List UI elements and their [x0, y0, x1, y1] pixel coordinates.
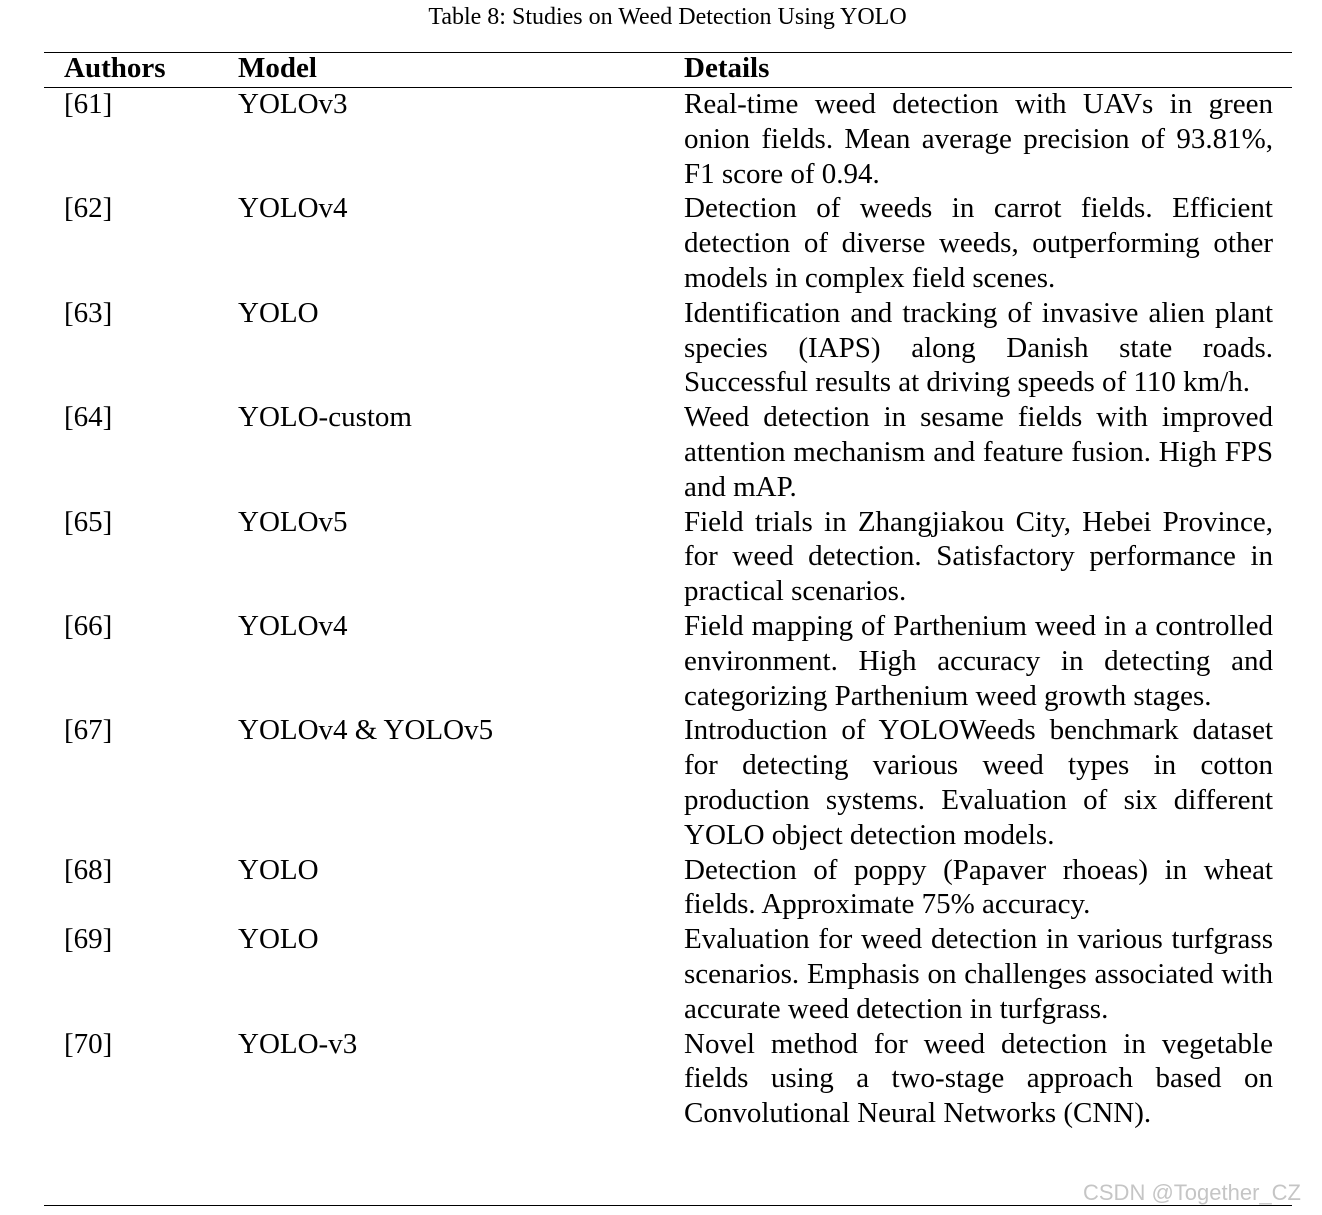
cell-details: Novel method for weed detection in vegetable fields using a two-stage approach based on Convolutional Neural Networks (CNN). [684, 1027, 1273, 1130]
table-caption: Table 8: Studies on Weed Detection Using YOLO [428, 4, 907, 30]
cell-authors: [65] [64, 505, 113, 538]
cell-model: YOLO-custom [238, 401, 412, 434]
table-row [0, 853, 1322, 923]
cell-details: Field trials in Zhangjiakou City, Hebei Province, for weed detection. Satisfactory performance in practical scenarios. [684, 505, 1273, 608]
cell-authors: [68] [64, 853, 113, 886]
cell-model: YOLO [238, 296, 319, 329]
header-authors: Authors [64, 52, 166, 84]
table-row [0, 922, 1322, 1026]
cell-authors: [67] [64, 714, 113, 747]
cell-model: YOLO [238, 923, 319, 956]
cell-details: Introduction of YOLOWeeds benchmark dataset for detecting various weed types in cotton production systems. Evaluation of six different YOLO object detection models. [684, 714, 1273, 851]
cell-details: Detection of weeds in carrot fields. Efficient detection of diverse weeds, outperforming other models in complex field scenes. [684, 192, 1273, 294]
cell-model: YOLOv5 [238, 505, 348, 538]
cell-model: YOLOv4 & YOLOv5 [238, 714, 494, 747]
table-row [0, 296, 1322, 400]
cell-details: Detection of poppy (Papaver rhoeas) in wheat fields. Approximate 75% accuracy. [684, 853, 1273, 921]
cell-authors: [66] [64, 609, 113, 642]
header-details: Details [684, 52, 770, 84]
cell-details: Evaluation for weed detection in various turfgrass scenarios. Emphasis on challenges associated with accurate weed detection in turfgrass. [684, 923, 1273, 1025]
cell-details: Weed detection in sesame fields with improved attention mechanism and feature fusion. High FPS and mAP. [684, 401, 1273, 503]
table-row [0, 1027, 1322, 1131]
table-header [0, 51, 1322, 86]
cell-model: YOLOv4 [238, 192, 348, 225]
table-body [0, 87, 1322, 1131]
table-row [0, 713, 1322, 852]
cell-authors: [63] [64, 296, 113, 329]
cell-authors: [69] [64, 923, 113, 956]
header-model: Model [238, 52, 317, 84]
cell-authors: [61] [64, 88, 113, 120]
cell-model: YOLO-v3 [238, 1027, 358, 1060]
cell-authors: [64] [64, 401, 113, 434]
csdn-watermark: CSDN @Together_CZ [1083, 1180, 1301, 1205]
cell-model: YOLO [238, 853, 319, 886]
table-row [0, 609, 1322, 713]
cell-details: Identification and tracking of invasive alien plant species (IAPS) along Danish state roads. Successful results at driving speeds of 110 km/h. [684, 296, 1273, 399]
cell-details: Field mapping of Parthenium weed in a controlled environment. High accuracy in detecting and categorizing Parthenium weed growth stages. [684, 609, 1273, 712]
cell-model: YOLOv3 [238, 88, 348, 120]
table-row [0, 505, 1322, 609]
table-row [0, 87, 1322, 191]
table-row [0, 400, 1322, 504]
cell-details: Real-time weed detection with UAVs in green onion fields. Mean average precision of 93.81%, F1 score of 0.94. [684, 88, 1273, 190]
cell-authors: [70] [64, 1027, 113, 1060]
cell-authors: [62] [64, 192, 113, 225]
cell-model: YOLOv4 [238, 609, 348, 642]
table-row [0, 191, 1322, 295]
